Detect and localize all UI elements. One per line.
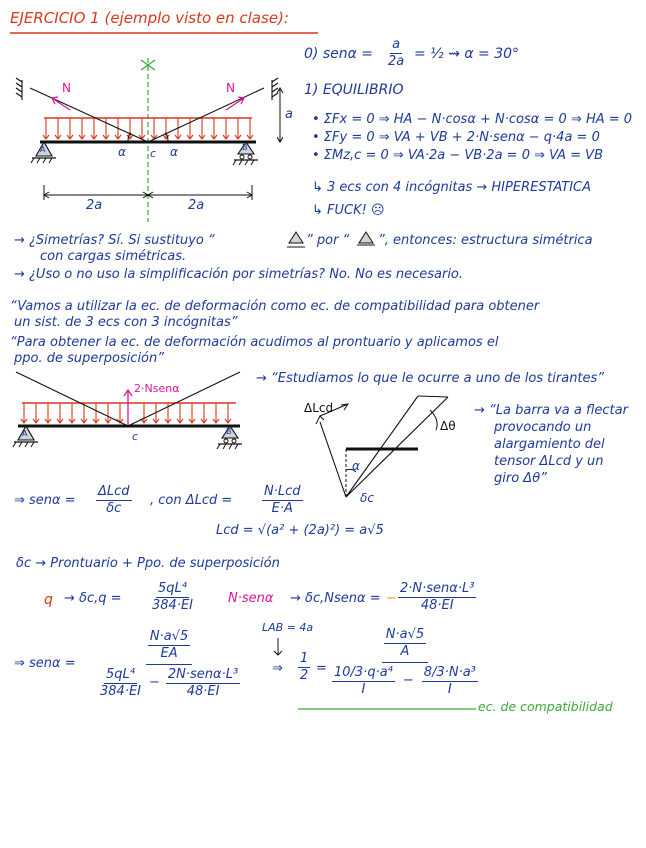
step0-fraction — [386, 38, 406, 70]
lab-arrow — [274, 638, 282, 655]
diagram1-A-label: A — [40, 145, 46, 154]
fraction-denominator: 2 — [300, 668, 309, 684]
minus-sign: − — [402, 673, 414, 689]
fraction-numerator: 10/3·q·a⁴ — [332, 666, 395, 682]
diagram1-height-label: a — [285, 107, 293, 122]
lcd-formula: Lcd = √(a² + (2a)²) = a√5 — [216, 523, 384, 538]
half-fraction — [298, 652, 310, 684]
fraction-denominator: A — [400, 644, 410, 660]
prontuario-line: δc → Prontuario + Ppo. de superposición — [16, 556, 280, 571]
fraction-numerator: N·a√5 — [384, 628, 426, 644]
fraction-numerator: 5qL⁴ — [104, 668, 137, 684]
deformation-diagram — [316, 396, 448, 497]
fraction-denominator: I — [447, 681, 452, 697]
wall-left-icon — [16, 78, 22, 100]
fraction-numerator: N·Lcd — [262, 485, 303, 501]
fraction-numerator: 5qL⁴ — [156, 582, 189, 598]
page-title: EJERCICIO 1 (ejemplo visto en clase): — [10, 9, 289, 27]
compat-r-top-fraction — [384, 628, 426, 660]
compat-r-b1-fraction — [332, 666, 395, 698]
fraction-numerator: a — [390, 38, 402, 54]
distributed-load-arrows — [43, 118, 253, 139]
alpha-label: α — [352, 459, 360, 473]
diagram1-c-label: c — [150, 147, 157, 160]
minus-sign: − — [149, 675, 160, 691]
compat-right-numerator — [382, 628, 428, 663]
compat-b1-fraction — [98, 668, 143, 700]
compat-left-denominator — [96, 665, 242, 700]
n-arrow-text: → δc,Nsenα = — [290, 591, 381, 606]
n-load-label: N·senα — [228, 591, 274, 606]
diagram2-B-label: B — [226, 427, 232, 436]
fraction-numerator: 2·N·senα·L³ — [398, 582, 476, 598]
paragraph1-line1: “Vamos a utilizar la ec. de deformación como ec. de compatibilidad para obtener — [10, 299, 540, 314]
fraction-numerator: 2N·senα·L³ — [166, 668, 240, 684]
bar-note-line1: → “La barra va a flectar — [474, 403, 628, 418]
fraction-denominator: 48·EI — [420, 598, 454, 614]
diagram1-N-left: N — [62, 81, 71, 95]
compat-r-b2-fraction — [422, 666, 478, 698]
diagram1-dim-left: 2a — [86, 198, 103, 213]
inline-support-B-icon — [287, 232, 305, 247]
compat-right-denominator — [330, 663, 480, 698]
paragraph2-line2: ppo. de superposición” — [14, 351, 164, 366]
sen-formula-mid: , con ΔLcd = — [150, 493, 233, 508]
compat-left-fraction — [96, 630, 242, 699]
diagram2-A-label: A — [22, 429, 28, 438]
diagram1-alpha-left: α — [118, 145, 126, 159]
distributed-load-arrows-2 — [21, 403, 231, 423]
compatibility-label: ec. de compatibilidad — [478, 699, 613, 714]
fraction-denominator: I — [361, 681, 366, 697]
equation-sum-mz: • ΣMz,c = 0 ⇒ VA·2a − VB·2a = 0 ⇒ VA = VB — [312, 148, 603, 163]
delta-q-fraction — [150, 582, 195, 614]
compat-prefix: ⇒ senα = — [14, 656, 76, 671]
fraction-denominator: 384·EI — [100, 683, 141, 699]
equilibrium-heading: 1) EQUILIBRIO — [304, 82, 404, 98]
symmetry-q1-part-b: ” por “ — [306, 233, 350, 248]
step0-rest: = ½ ⇝ α = 30° — [414, 46, 520, 62]
diagram2-force-label: 2·Nsenα — [134, 382, 180, 395]
delta-lcd-fraction — [262, 485, 303, 517]
structure-diagram-1 — [16, 58, 283, 222]
symmetry-q1-part-c: ”, entonces: estructura simétrica — [378, 233, 593, 248]
step0-prefix: 0) senα = — [304, 46, 374, 62]
symmetry-q1-part-a: → ¿Simetrías? Sí. Si sustituyo “ — [14, 233, 215, 248]
fraction-numerator: 8/3·N·a³ — [422, 666, 478, 682]
paragraph2-line1: “Para obtener la ec. de deformación acudimos al prontuario y aplicamos el — [10, 335, 499, 350]
fraction-denominator: 384·EI — [152, 598, 193, 614]
fraction-numerator: N·a√5 — [148, 630, 190, 646]
diagram1-B-label: B — [242, 143, 248, 152]
delta-lcd-label: ΔLcd — [304, 401, 334, 415]
fraction-numerator: ΔLcd — [96, 485, 132, 501]
tie-rod-right — [148, 88, 264, 142]
diagram1-dim-right: 2a — [188, 198, 205, 213]
structure-diagram-2 — [13, 372, 242, 449]
bar-note-line3: alargamiento del — [494, 437, 605, 452]
n-minus-sign: − — [386, 591, 397, 606]
bar-note-line5: giro Δθ” — [494, 471, 547, 486]
equation-sum-fx: • ΣFx = 0 ⇒ HA − N·cosα + N·cosα = 0 ⇒ HA = 0 — [312, 112, 633, 127]
compat-right-fraction — [330, 628, 480, 697]
fraction-denominator: 48·EI — [186, 683, 220, 699]
delta-theta-label: Δθ — [440, 419, 456, 433]
q-load-label: q — [44, 592, 53, 608]
hyperstatic-note: ↳ 3 ecs con 4 incógnitas → HIPERESTATICA — [312, 180, 592, 195]
sen-formula-fraction — [96, 485, 132, 517]
equals-sign: = — [316, 661, 327, 676]
bar-note-line2: provocando un — [494, 420, 592, 435]
fraction-denominator: 2a — [388, 54, 405, 70]
equation-sum-fy: • ΣFy = 0 ⇒ VA + VB + 2·N·senα − q·4a = 0 — [312, 130, 600, 145]
compat-arrow: ⇒ — [272, 661, 283, 676]
compat-b2-fraction — [166, 668, 240, 700]
diagram2-c-label: c — [132, 430, 139, 443]
symmetry-q1-part-d: con cargas simétricas. — [40, 249, 187, 264]
fraction-denominator: δc — [106, 501, 122, 517]
fuck-note: ↳ FUCK! ☹ — [312, 203, 385, 218]
q-arrow-text: → δc,q = — [64, 591, 122, 606]
study-note: → “Estudiamos lo que le ocurre a uno de los tirantes” — [256, 371, 605, 386]
height-dimension — [277, 88, 283, 142]
compat-top-fraction — [148, 630, 190, 662]
symmetry-q2: → ¿Uso o no uso la simplificación por simetrías? No. No es necesario. — [14, 267, 464, 282]
delta-n-fraction — [398, 582, 476, 614]
fraction-numerator: 1 — [298, 652, 310, 668]
paragraph1-line2: un sist. de 3 ecs con 3 incógnitas” — [14, 315, 238, 330]
inline-support-A-icon — [357, 232, 375, 245]
lab-length-label: LAB = 4a — [262, 621, 314, 634]
bar-note-line4: tensor ΔLcd y un — [494, 454, 604, 469]
fraction-denominator: EA — [160, 646, 178, 662]
delta-c-label: δc — [360, 491, 374, 505]
diagram1-alpha-right: α — [170, 145, 178, 159]
fraction-denominator: E·A — [271, 501, 293, 517]
wall-right-icon — [272, 78, 278, 100]
compat-left-numerator — [146, 630, 192, 665]
diagram1-N-right: N — [226, 81, 235, 95]
force-2Nsen-arrow — [124, 390, 132, 424]
sen-formula-prefix: ⇒ senα = — [14, 493, 76, 508]
